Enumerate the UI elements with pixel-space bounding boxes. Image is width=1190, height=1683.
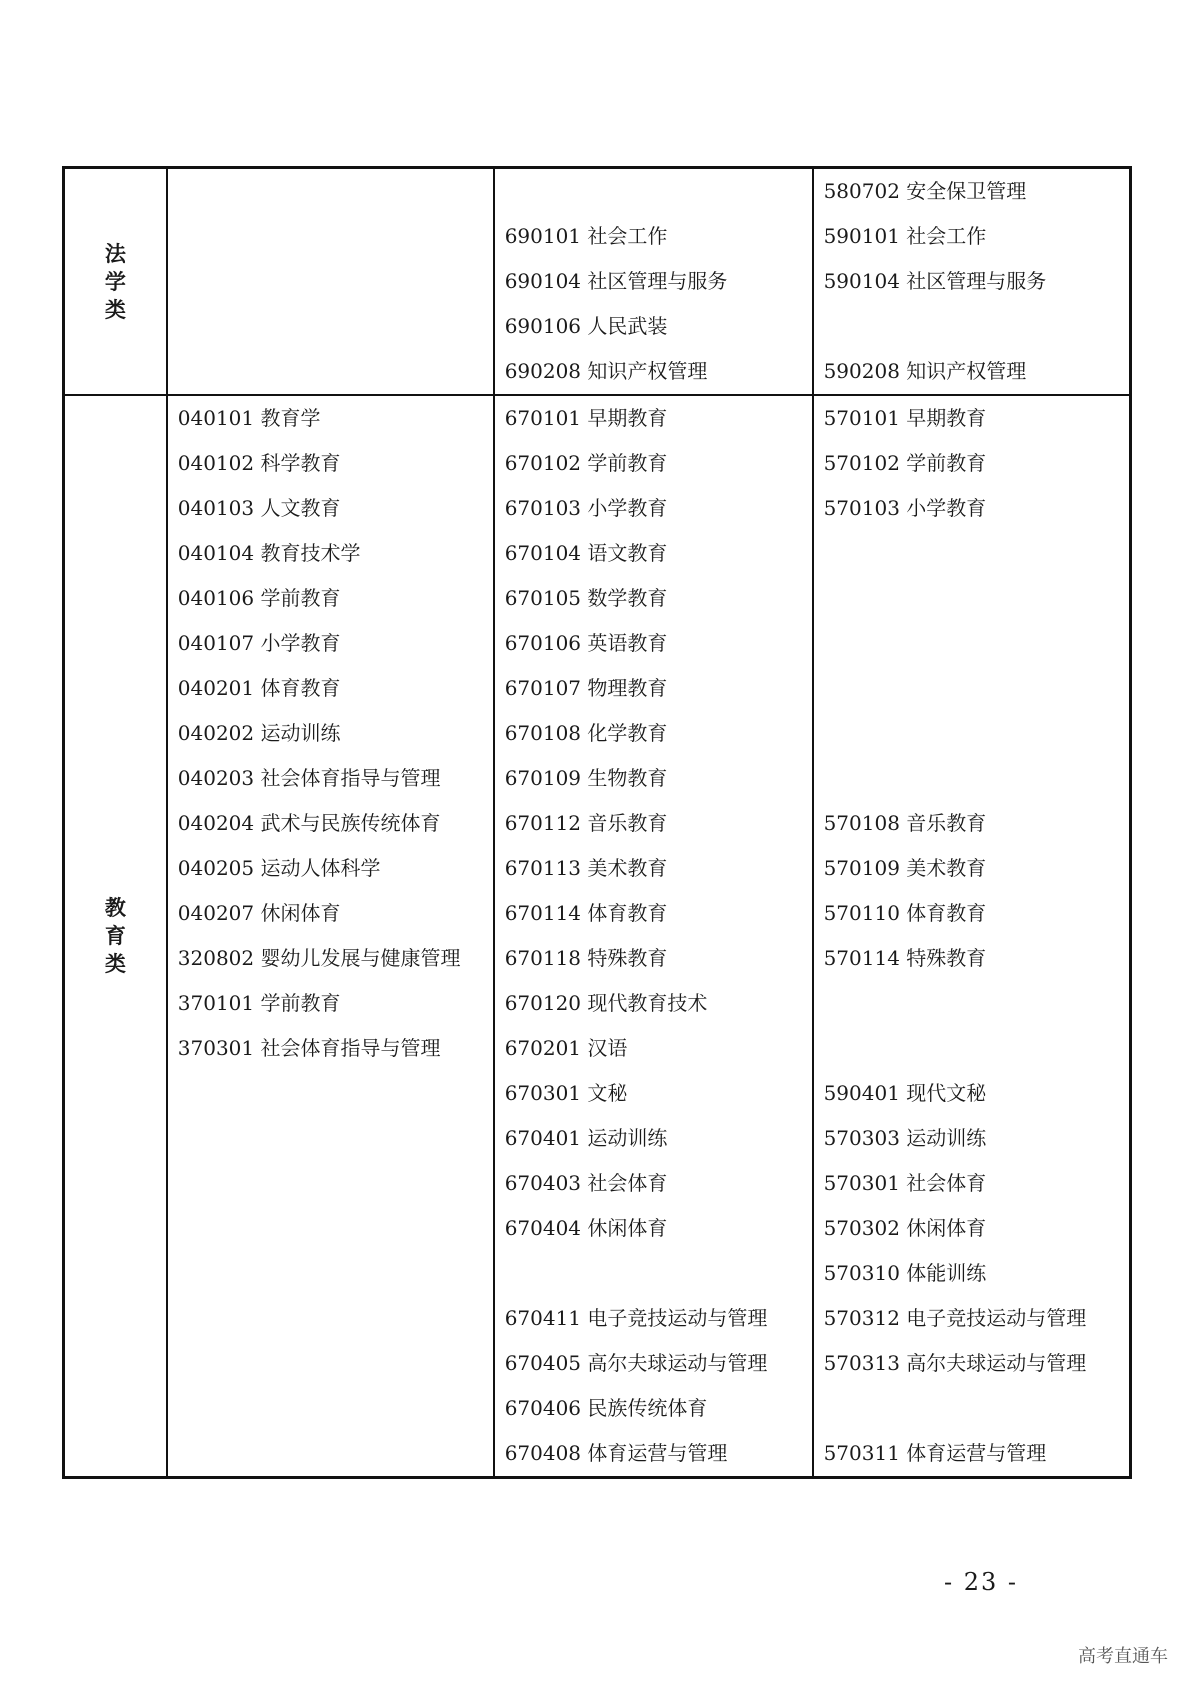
major-item: 040107 小学教育 [177, 631, 341, 655]
major-item: 670411 电子竞技运动与管理 [504, 1306, 768, 1330]
major-item: 040202 运动训练 [177, 721, 341, 745]
major-item: 670108 化学教育 [504, 721, 668, 745]
major-item: 670113 美术教育 [504, 856, 668, 880]
major-item: 320802 婴幼儿发展与健康管理 [177, 946, 461, 970]
category-cell [64, 395, 167, 1478]
major-item: 690104 社区管理与服务 [504, 269, 728, 293]
major-item [495, 169, 812, 214]
major-item: 040204 武术与民族传统体育 [177, 811, 441, 835]
major-item: 670112 音乐教育 [504, 811, 668, 835]
major-item [814, 304, 1129, 349]
major-item: 690101 社会工作 [504, 224, 668, 248]
major-item: 590208 知识产权管理 [823, 359, 1027, 383]
major-item: 670401 运动训练 [504, 1126, 668, 1150]
major-item: 370101 学前教育 [177, 991, 341, 1015]
major-item [814, 1386, 1129, 1431]
major-item: 670120 现代教育技术 [504, 991, 708, 1015]
major-item: 590101 社会工作 [823, 224, 987, 248]
major-item: 670118 特殊教育 [504, 946, 668, 970]
major-item [814, 981, 1129, 1026]
major-item: 590401 现代文秘 [823, 1081, 987, 1105]
major-item: 040102 科学教育 [177, 451, 341, 475]
major-item: 590104 社区管理与服务 [823, 269, 1047, 293]
major-list-cell [494, 168, 813, 396]
major-item [814, 621, 1129, 666]
watermark-text: 高考直通车 [1078, 1646, 1168, 1667]
major-item: 570109 美术教育 [823, 856, 987, 880]
major-item: 570313 高尔夫球运动与管理 [823, 1351, 1087, 1375]
major-item: 570102 学前教育 [823, 451, 987, 475]
major-item: 670408 体育运营与管理 [504, 1441, 728, 1465]
major-item [814, 531, 1129, 576]
major-item [814, 1026, 1129, 1071]
major-item: 670301 文秘 [504, 1081, 628, 1105]
major-item: 570311 体育运营与管理 [823, 1441, 1047, 1465]
table-body [64, 168, 1131, 1478]
major-item: 670404 休闲体育 [504, 1216, 668, 1240]
category-label: 教 育 类 [104, 895, 126, 976]
major-item: 040103 人文教育 [177, 496, 341, 520]
major-item: 670102 学前教育 [504, 451, 668, 475]
major-list-cell [167, 168, 494, 396]
major-item: 570114 特殊教育 [823, 946, 987, 970]
category-cell [64, 168, 167, 396]
major-item: 040207 休闲体育 [177, 901, 341, 925]
major-item: 670107 物理教育 [504, 676, 668, 700]
major-list-cell [813, 395, 1131, 1478]
major-item: 040203 社会体育指导与管理 [177, 766, 441, 790]
major-item: 690208 知识产权管理 [504, 359, 708, 383]
major-item: 040101 教育学 [177, 406, 321, 430]
major-item: 570302 休闲体育 [823, 1216, 987, 1240]
major-item: 570310 体能训练 [823, 1261, 987, 1285]
major-item: 570101 早期教育 [823, 406, 987, 430]
major-item: 040104 教育技术学 [177, 541, 361, 565]
category-row [64, 395, 1131, 1478]
major-item: 670109 生物教育 [504, 766, 668, 790]
major-list-cell [813, 168, 1131, 396]
major-item [814, 576, 1129, 621]
major-item: 670406 民族传统体育 [504, 1396, 708, 1420]
major-list-cell [494, 395, 813, 1478]
major-mapping-table [62, 166, 1132, 1479]
major-item: 040201 体育教育 [177, 676, 341, 700]
major-item: 670101 早期教育 [504, 406, 668, 430]
major-item: 670105 数学教育 [504, 586, 668, 610]
major-list-cell [167, 395, 494, 1478]
major-item: 040205 运动人体科学 [177, 856, 381, 880]
major-item: 570110 体育教育 [823, 901, 987, 925]
major-item: 580702 安全保卫管理 [823, 179, 1027, 203]
major-item [814, 711, 1129, 756]
major-item: 370301 社会体育指导与管理 [177, 1036, 441, 1060]
major-item: 690106 人民武装 [504, 314, 668, 338]
major-item: 040106 学前教育 [177, 586, 341, 610]
major-item: 570312 电子竞技运动与管理 [823, 1306, 1087, 1330]
major-item: 670403 社会体育 [504, 1171, 668, 1195]
major-item [814, 666, 1129, 711]
category-row [64, 168, 1131, 396]
major-item: 670103 小学教育 [504, 496, 668, 520]
major-item: 570301 社会体育 [823, 1171, 987, 1195]
major-item [814, 756, 1129, 801]
major-item: 670104 语文教育 [504, 541, 668, 565]
major-item: 670114 体育教育 [504, 901, 668, 925]
major-item: 570108 音乐教育 [823, 811, 987, 835]
major-item [495, 1251, 812, 1296]
category-label: 法 学 类 [104, 240, 126, 322]
major-item: 570303 运动训练 [823, 1126, 987, 1150]
major-item: 570103 小学教育 [823, 496, 987, 520]
major-item: 670405 高尔夫球运动与管理 [504, 1351, 768, 1375]
major-item: 670201 汉语 [504, 1036, 628, 1060]
major-item: 670106 英语教育 [504, 631, 668, 655]
page-number: - 23 - [944, 1568, 1019, 1596]
